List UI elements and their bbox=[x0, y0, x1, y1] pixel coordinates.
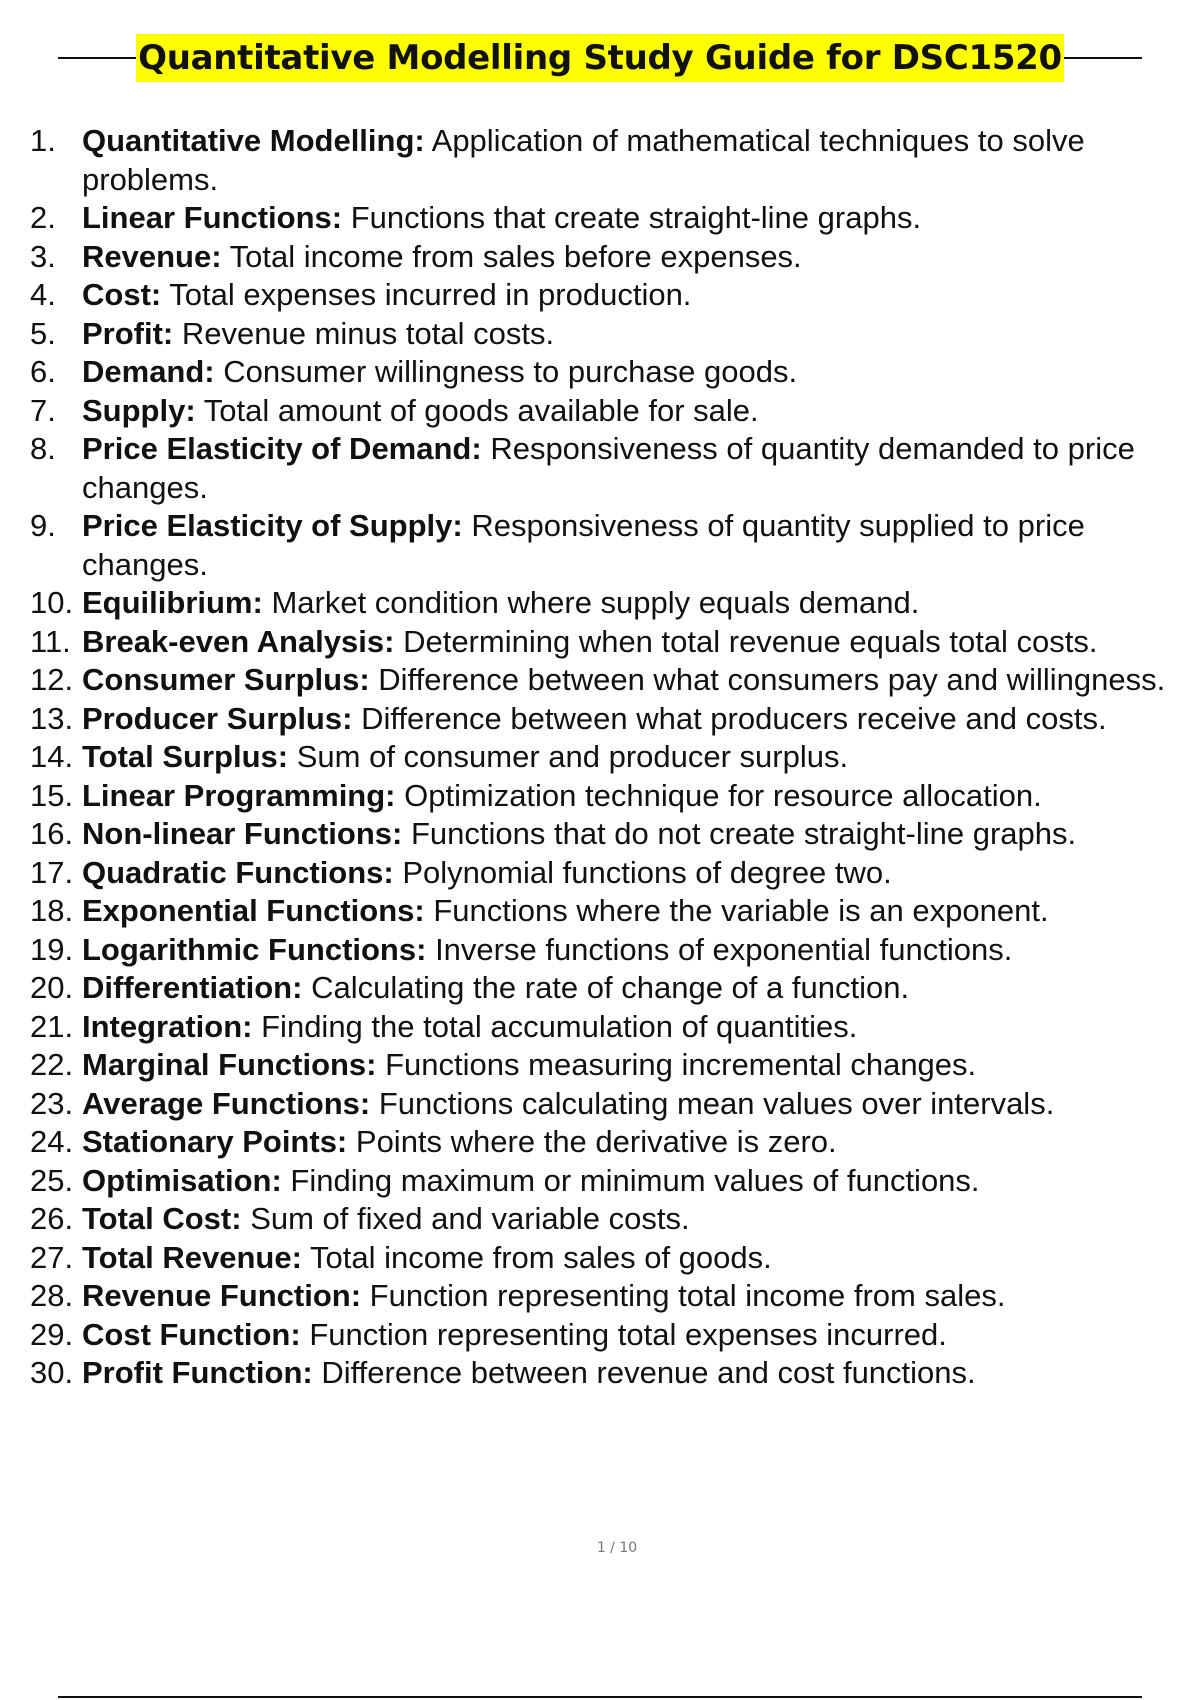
list-item-body bbox=[82, 931, 1180, 970]
list-item-number: 3. bbox=[30, 238, 56, 274]
list-item-body bbox=[82, 700, 1180, 739]
term-definition: Consumer willingness to purchase goods. bbox=[223, 354, 798, 389]
list-item bbox=[30, 238, 1180, 277]
term-definition: Inverse functions of exponential functions. bbox=[435, 931, 1013, 967]
term-definition: Optimization technique for resource allocation. bbox=[404, 777, 1042, 813]
list-item bbox=[30, 1085, 1180, 1124]
list-item bbox=[30, 584, 1180, 623]
term-name: Optimisation: bbox=[82, 1162, 282, 1198]
list-item bbox=[30, 854, 1180, 893]
list-item-number: 10. bbox=[30, 585, 74, 620]
list-item-body bbox=[82, 661, 1180, 700]
term-definition: Difference between revenue and cost functions. bbox=[321, 1355, 976, 1390]
list-item-body bbox=[82, 738, 1180, 777]
list-item bbox=[30, 1277, 1180, 1316]
title-row bbox=[58, 30, 1142, 86]
list-item bbox=[30, 738, 1180, 777]
list-item-number: 14. bbox=[30, 739, 74, 774]
list-item-number: 4. bbox=[30, 277, 56, 312]
term-definition: Sum of consumer and producer surplus. bbox=[296, 739, 849, 774]
list-item-body bbox=[82, 777, 1180, 816]
term-definition: Revenue minus total costs. bbox=[181, 315, 555, 351]
term-name: Non-linear Functions: bbox=[82, 816, 403, 851]
list-item-body bbox=[82, 276, 1180, 315]
list-item bbox=[30, 315, 1180, 354]
list-item bbox=[30, 1008, 1180, 1047]
term-definition: Functions that create straight-line graphs. bbox=[350, 200, 922, 235]
list-item bbox=[30, 1046, 1180, 1085]
list-item-body bbox=[82, 1162, 1180, 1201]
list-item-body bbox=[82, 1200, 1180, 1239]
term-name: Stationary Points: bbox=[82, 1124, 348, 1159]
list-item-body bbox=[82, 584, 1180, 623]
page-number: 1 / 10 bbox=[596, 1540, 638, 1556]
term-name: Consumer Surplus: bbox=[82, 662, 370, 697]
list-item-number: 25. bbox=[30, 1162, 74, 1198]
term-name: Quadratic Functions: bbox=[82, 854, 394, 890]
list-item-number: 18. bbox=[30, 893, 74, 928]
list-item-number: 15. bbox=[30, 777, 74, 813]
list-item-number: 19. bbox=[30, 931, 74, 967]
term-definition: Total income from sales before expenses. bbox=[229, 238, 802, 274]
list-item-number: 1. bbox=[30, 123, 56, 158]
list-item-number: 13. bbox=[30, 700, 74, 736]
term-definition: Responsiveness of quantity demanded to price changes. bbox=[82, 431, 1135, 505]
term-name: Integration: bbox=[82, 1008, 253, 1044]
list-item-number: 29. bbox=[30, 1316, 74, 1352]
list-item bbox=[30, 815, 1180, 854]
term-definition: Application of mathematical techniques to solve problems. bbox=[82, 123, 1085, 197]
term-definition: Difference between what consumers pay and willingness. bbox=[378, 662, 1166, 697]
term-definition: Functions calculating mean values over intervals. bbox=[378, 1085, 1055, 1121]
list-item bbox=[30, 199, 1180, 238]
list-item-body bbox=[82, 430, 1180, 507]
term-name: Price Elasticity of Demand: bbox=[82, 431, 482, 466]
term-name: Average Functions: bbox=[82, 1085, 371, 1121]
list-item-number: 9. bbox=[30, 508, 56, 543]
list-item-body bbox=[82, 1123, 1180, 1162]
list-item-body bbox=[82, 199, 1180, 238]
list-item bbox=[30, 392, 1180, 431]
list-item-body bbox=[82, 1239, 1180, 1278]
list-item bbox=[30, 661, 1180, 700]
list-item bbox=[30, 623, 1180, 662]
list-item bbox=[30, 1354, 1180, 1393]
list-item bbox=[30, 1123, 1180, 1162]
list-item-number: 8. bbox=[30, 431, 56, 466]
term-name: Total Surplus: bbox=[82, 739, 289, 774]
list-item bbox=[30, 276, 1180, 315]
list-item-number: 12. bbox=[30, 662, 74, 697]
term-name: Producer Surplus: bbox=[82, 700, 353, 736]
term-name: Total Cost: bbox=[82, 1201, 242, 1236]
list-item-number: 30. bbox=[30, 1355, 74, 1390]
list-item bbox=[30, 1200, 1180, 1239]
list-item-body bbox=[82, 854, 1180, 893]
page-title: Quantitative Modelling Study Guide for DSC1520 bbox=[136, 34, 1064, 82]
term-definition: Functions that do not create straight-line graphs. bbox=[410, 816, 1077, 851]
list-item-number: 22. bbox=[30, 1047, 74, 1082]
list-item-body bbox=[82, 507, 1180, 584]
list-item bbox=[30, 700, 1180, 739]
list-item bbox=[30, 122, 1180, 199]
term-definition: Functions measuring incremental changes. bbox=[385, 1047, 977, 1082]
title-rule-left bbox=[58, 57, 136, 59]
list-item-body bbox=[82, 1085, 1180, 1124]
term-definition: Market condition where supply equals demand. bbox=[271, 585, 920, 620]
list-item bbox=[30, 1316, 1180, 1355]
term-definition: Responsiveness of quantity supplied to price changes. bbox=[82, 508, 1085, 582]
term-definition: Sum of fixed and variable costs. bbox=[250, 1201, 690, 1236]
list-item-number: 27. bbox=[30, 1239, 74, 1275]
list-item bbox=[30, 430, 1180, 507]
term-definition: Function representing total expenses incurred. bbox=[309, 1316, 947, 1352]
list-item-body bbox=[82, 353, 1180, 392]
term-name: Cost Function: bbox=[82, 1316, 301, 1352]
term-name: Quantitative Modelling: bbox=[82, 123, 425, 158]
list-item-body bbox=[82, 815, 1180, 854]
list-item bbox=[30, 931, 1180, 970]
list-item-body bbox=[82, 315, 1180, 354]
list-item-number: 23. bbox=[30, 1085, 74, 1121]
glossary-list bbox=[30, 122, 1180, 1393]
term-name: Revenue Function: bbox=[82, 1278, 362, 1313]
list-item-number: 20. bbox=[30, 970, 74, 1005]
term-name: Demand: bbox=[82, 354, 215, 389]
list-item-number: 28. bbox=[30, 1278, 74, 1313]
term-definition: Polynomial functions of degree two. bbox=[402, 854, 892, 890]
list-item-body bbox=[82, 392, 1180, 431]
list-item-body bbox=[82, 238, 1180, 277]
list-item-number: 16. bbox=[30, 816, 74, 851]
term-name: Profit Function: bbox=[82, 1355, 313, 1390]
list-item-number: 6. bbox=[30, 354, 56, 389]
term-definition: Function representing total income from sales. bbox=[369, 1278, 1006, 1313]
list-item-number: 21. bbox=[30, 1008, 74, 1044]
list-item bbox=[30, 892, 1180, 931]
term-definition: Difference between what producers receive and costs. bbox=[361, 700, 1107, 736]
bottom-rule bbox=[58, 1696, 1142, 1698]
term-name: Exponential Functions: bbox=[82, 893, 425, 928]
list-item-number: 17. bbox=[30, 854, 74, 890]
term-definition: Total amount of goods available for sale. bbox=[203, 392, 759, 428]
term-definition: Functions where the variable is an exponent. bbox=[433, 893, 1049, 928]
term-name: Cost: bbox=[82, 277, 162, 312]
term-name: Break-even Analysis: bbox=[82, 623, 395, 659]
list-item-body bbox=[82, 1354, 1180, 1393]
list-item bbox=[30, 969, 1180, 1008]
list-item-number: 7. bbox=[30, 392, 56, 428]
list-item-number: 2. bbox=[30, 200, 56, 235]
term-name: Price Elasticity of Supply: bbox=[82, 508, 463, 543]
term-definition: Determining when total revenue equals total costs. bbox=[403, 623, 1098, 659]
list-item bbox=[30, 353, 1180, 392]
list-item bbox=[30, 1162, 1180, 1201]
list-item-body bbox=[82, 1008, 1180, 1047]
list-item-number: 5. bbox=[30, 315, 56, 351]
term-definition: Total expenses incurred in production. bbox=[169, 277, 692, 312]
term-name: Linear Functions: bbox=[82, 200, 343, 235]
term-name: Supply: bbox=[82, 392, 196, 428]
list-item-body bbox=[82, 1277, 1180, 1316]
list-item-body bbox=[82, 122, 1180, 199]
list-item bbox=[30, 507, 1180, 584]
term-definition: Finding maximum or minimum values of functions. bbox=[290, 1162, 980, 1198]
term-name: Linear Programming: bbox=[82, 777, 396, 813]
term-name: Marginal Functions: bbox=[82, 1047, 377, 1082]
list-item-body bbox=[82, 892, 1180, 931]
term-name: Equilibrium: bbox=[82, 585, 263, 620]
term-name: Profit: bbox=[82, 315, 174, 351]
list-item-body bbox=[82, 623, 1180, 662]
term-name: Logarithmic Functions: bbox=[82, 931, 427, 967]
list-item bbox=[30, 1239, 1180, 1278]
list-item-body bbox=[82, 969, 1180, 1008]
term-definition: Total income from sales of goods. bbox=[309, 1239, 772, 1275]
list-item-body bbox=[82, 1316, 1180, 1355]
term-definition: Finding the total accumulation of quantities. bbox=[261, 1008, 858, 1044]
list-item-number: 24. bbox=[30, 1124, 74, 1159]
term-name: Total Revenue: bbox=[82, 1239, 302, 1275]
term-name: Revenue: bbox=[82, 238, 222, 274]
term-definition: Points where the derivative is zero. bbox=[355, 1124, 837, 1159]
list-item bbox=[30, 777, 1180, 816]
term-name: Differentiation: bbox=[82, 970, 303, 1005]
title-rule-right bbox=[1064, 57, 1142, 59]
list-item-body bbox=[82, 1046, 1180, 1085]
list-item-number: 11. bbox=[30, 623, 71, 659]
term-definition: Calculating the rate of change of a function. bbox=[311, 970, 910, 1005]
list-item-number: 26. bbox=[30, 1201, 74, 1236]
